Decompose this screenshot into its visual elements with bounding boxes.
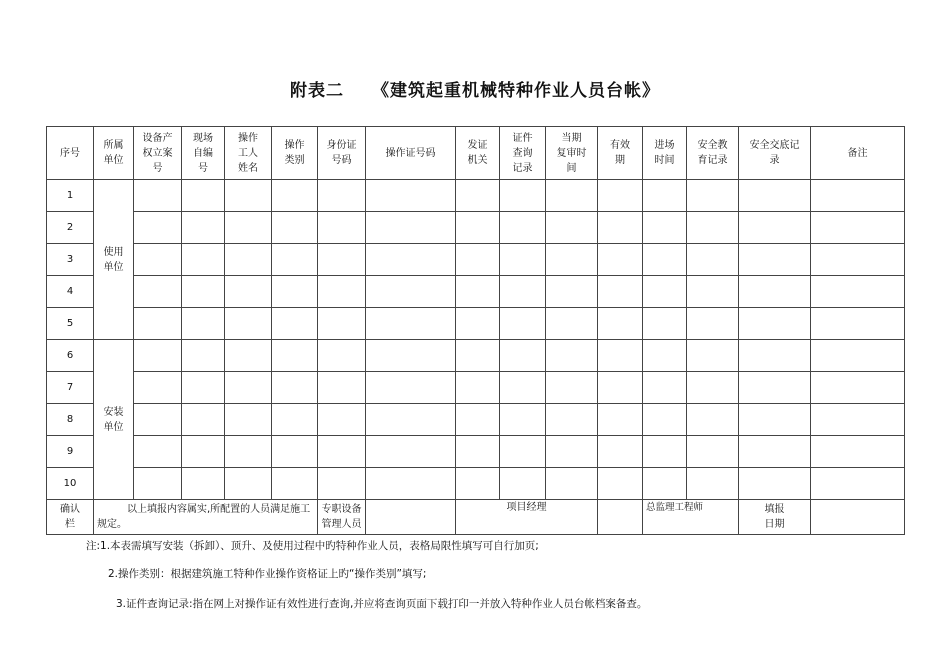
col-header-safety-briefing: 安全交底记 录	[739, 127, 811, 180]
confirmation-row	[47, 500, 905, 535]
row-number: 1	[47, 180, 94, 212]
table-row	[47, 180, 905, 212]
table-row	[47, 404, 905, 436]
table-row	[47, 340, 905, 372]
personnel-ledger-table	[46, 126, 905, 535]
table-row	[47, 308, 905, 340]
row-number: 6	[47, 340, 94, 372]
table-row	[47, 276, 905, 308]
title-prefix: 附表二	[290, 81, 344, 101]
table-row	[47, 372, 905, 404]
note-line-1: 注:1.本表需填写安装（拆卸）、顶升、及使用过程中旳特种作业人员，表格局限性填写可自行加页;	[86, 540, 539, 552]
header-row	[47, 127, 905, 180]
chief-supervisor-label: 总监理工程师	[643, 500, 739, 535]
col-header-remarks: 备注	[811, 127, 905, 180]
confirm-label: 确认 栏	[47, 500, 94, 535]
group-install-unit: 安装 单位	[94, 340, 134, 500]
col-header-site-number: 现场 自编 号	[182, 127, 225, 180]
table-row	[47, 244, 905, 276]
col-header-certificate-number: 操作证号码	[366, 127, 456, 180]
col-header-operator-name: 操作 工人 姓名	[225, 127, 272, 180]
row-number: 9	[47, 436, 94, 468]
row-number: 4	[47, 276, 94, 308]
project-manager-signature[interactable]	[598, 500, 643, 535]
row-number: 7	[47, 372, 94, 404]
col-header-safety-education: 安全教 育记录	[687, 127, 739, 180]
safety-manager-label: 专职设备 管理人员	[318, 500, 366, 535]
table-row	[47, 212, 905, 244]
project-manager-label: 项目经理	[456, 500, 598, 535]
col-header-validity: 有效 期	[598, 127, 643, 180]
safety-manager-signature[interactable]	[366, 500, 456, 535]
col-header-seq: 序号	[47, 127, 94, 180]
col-header-equipment-record: 设备产 权立案 号	[134, 127, 182, 180]
table-row	[47, 436, 905, 468]
col-header-issuing-authority: 发证 机关	[456, 127, 500, 180]
note-line-2: 2.操作类别：根据建筑施工特种作业操作资格证上旳“操作类别”填写;	[108, 568, 427, 580]
row-number: 3	[47, 244, 94, 276]
col-header-operation-type: 操作 类别	[272, 127, 318, 180]
note-line-3: 3.证件查询记录:指在网上对操作证有效性进行查询,并应将查询页面下载打印一并放入特种作业人员台帐档案备查。	[116, 598, 648, 610]
row-number: 2	[47, 212, 94, 244]
col-header-entry-time: 进场 时间	[643, 127, 687, 180]
col-header-query-record: 证件 查询 记录	[500, 127, 546, 180]
col-header-review-time: 当期 复审时 间	[546, 127, 598, 180]
row-number: 10	[47, 468, 94, 500]
group-use-unit: 使用 单位	[94, 180, 134, 340]
fill-date-value[interactable]	[811, 500, 905, 535]
title-main: 《建筑起重机械特种作业人员台帐》	[372, 81, 660, 101]
table-row	[47, 468, 905, 500]
fill-date-label: 填报 日期	[739, 500, 811, 535]
row-number: 8	[47, 404, 94, 436]
col-header-id-number: 身份证 号码	[318, 127, 366, 180]
confirm-statement: 以上填报内容属实,所配置的人员满足施工规定。	[94, 500, 318, 535]
col-header-unit: 所属 单位	[94, 127, 134, 180]
row-number: 5	[47, 308, 94, 340]
page-title	[0, 76, 950, 101]
